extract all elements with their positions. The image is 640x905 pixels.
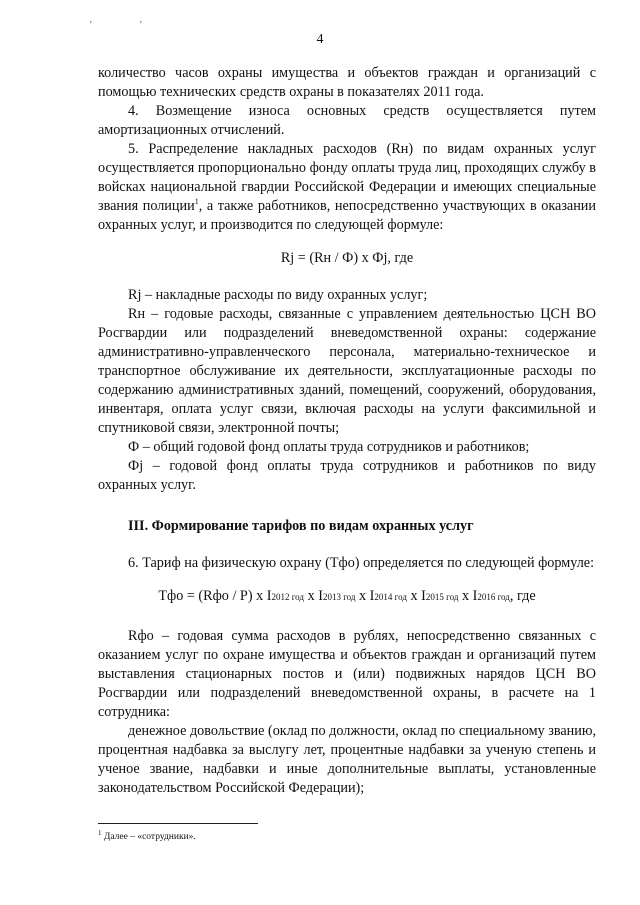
index-2013: 2013 год: [322, 592, 356, 602]
formula-times: х I: [355, 588, 375, 604]
formula-tariff: [98, 587, 596, 607]
definition-f: Ф – общий годовой фонд оплаты труда сотрудников и работников;: [128, 439, 530, 455]
definition-rj: Rj – накладные расходы по виду охранных услуг;: [128, 287, 428, 303]
index-2015: 2015 год: [425, 592, 459, 602]
footnote-ref: 1: [194, 197, 199, 206]
allowance-paragraph: денежное довольствие (оклад по должности, оклад по специальному званию, процентная надбавка за выслугу лет, процентные надбавки за ученую степень и ученое звание, надбавки и иные дополнительные выплаты, установленные законодательством Российской Федерации);: [98, 723, 596, 796]
paragraph-5: [98, 140, 596, 235]
paragraph-6: 6. Тариф на физическую охрану (Тфо) определяется по следующей формуле:: [128, 555, 595, 571]
index-2012: 2012 год: [271, 592, 305, 602]
formula-lead: Тфо = (Rфо / Р) х I: [158, 588, 272, 604]
formula-tail: , где: [509, 588, 536, 604]
definition-rfo: Rфо – годовая сумма расходов в рублях, непосредственно связанных с оказанием услуг по охране имущества и объектов граждан и организаций путем выставления стационарных постов и (или) подвижных нарядов ЦСН ВО Росгвардии или подразделений вневедомственной охраны, в расчете на 1 сотрудника:: [98, 628, 596, 720]
paragraph-5-text: 5. Распределение накладных расходов (Rн) по видам охранных услуг осуществляется пропорционально фонду оплаты труда лиц, проходящих службу в войсках национальной гвардии Российской Федерации и имеющих специальные звания полиции: [98, 141, 596, 214]
section-heading: III. Формирование тарифов по видам охранных услуг: [128, 518, 474, 534]
footnote-text: Далее – «сотрудники».: [101, 832, 196, 842]
index-2014: 2014 год: [374, 592, 407, 602]
formula-times: х I: [406, 588, 426, 604]
formula-times: х I: [304, 588, 323, 604]
definition-rn: Rн – годовые расходы, связанные с управлением деятельностью ЦСН ВО Росгвардии или подразделений вневедомственной охраны: содержание административно-управленческого персонала, материально-техническое и транспортное обслуживание их деятельности, эксплуатационные расходы по содержанию административных зданий, помещений, сооружений, оборудования, инвентаря, оплата услуг связи, включая расходы на услуги факсимильной и спутниковой связи, электронной почты;: [98, 306, 596, 436]
index-2016: 2016 год: [477, 592, 510, 602]
formula-times: х I: [458, 588, 478, 604]
page-number: 4: [316, 32, 324, 47]
document-body: [98, 64, 596, 798]
paragraph-4: 4. Возмещение износа основных средств осуществляется путем амортизационных отчислений.: [98, 103, 596, 138]
scan-mark: ': [140, 20, 142, 31]
footnote-divider: [98, 823, 258, 824]
paragraph-continuation: количество часов охраны имущества и объектов граждан и организаций с помощью технических средств охраны в показателях 2011 года.: [98, 65, 596, 100]
definition-fj: Фj – годовой фонд оплаты труда сотрудников и работников по виду охранных услуг.: [98, 458, 596, 493]
footnote-mark: 1: [98, 829, 102, 837]
scan-mark: ': [90, 20, 92, 31]
footnote: [98, 829, 196, 842]
paragraph-5-text-end: , а также работников, непосредственно участвующих в оказании охранных услуг, и производится по следующей формуле:: [98, 198, 596, 233]
formula-overhead: Rj = (Rн / Ф) х Фj, где: [280, 250, 414, 266]
